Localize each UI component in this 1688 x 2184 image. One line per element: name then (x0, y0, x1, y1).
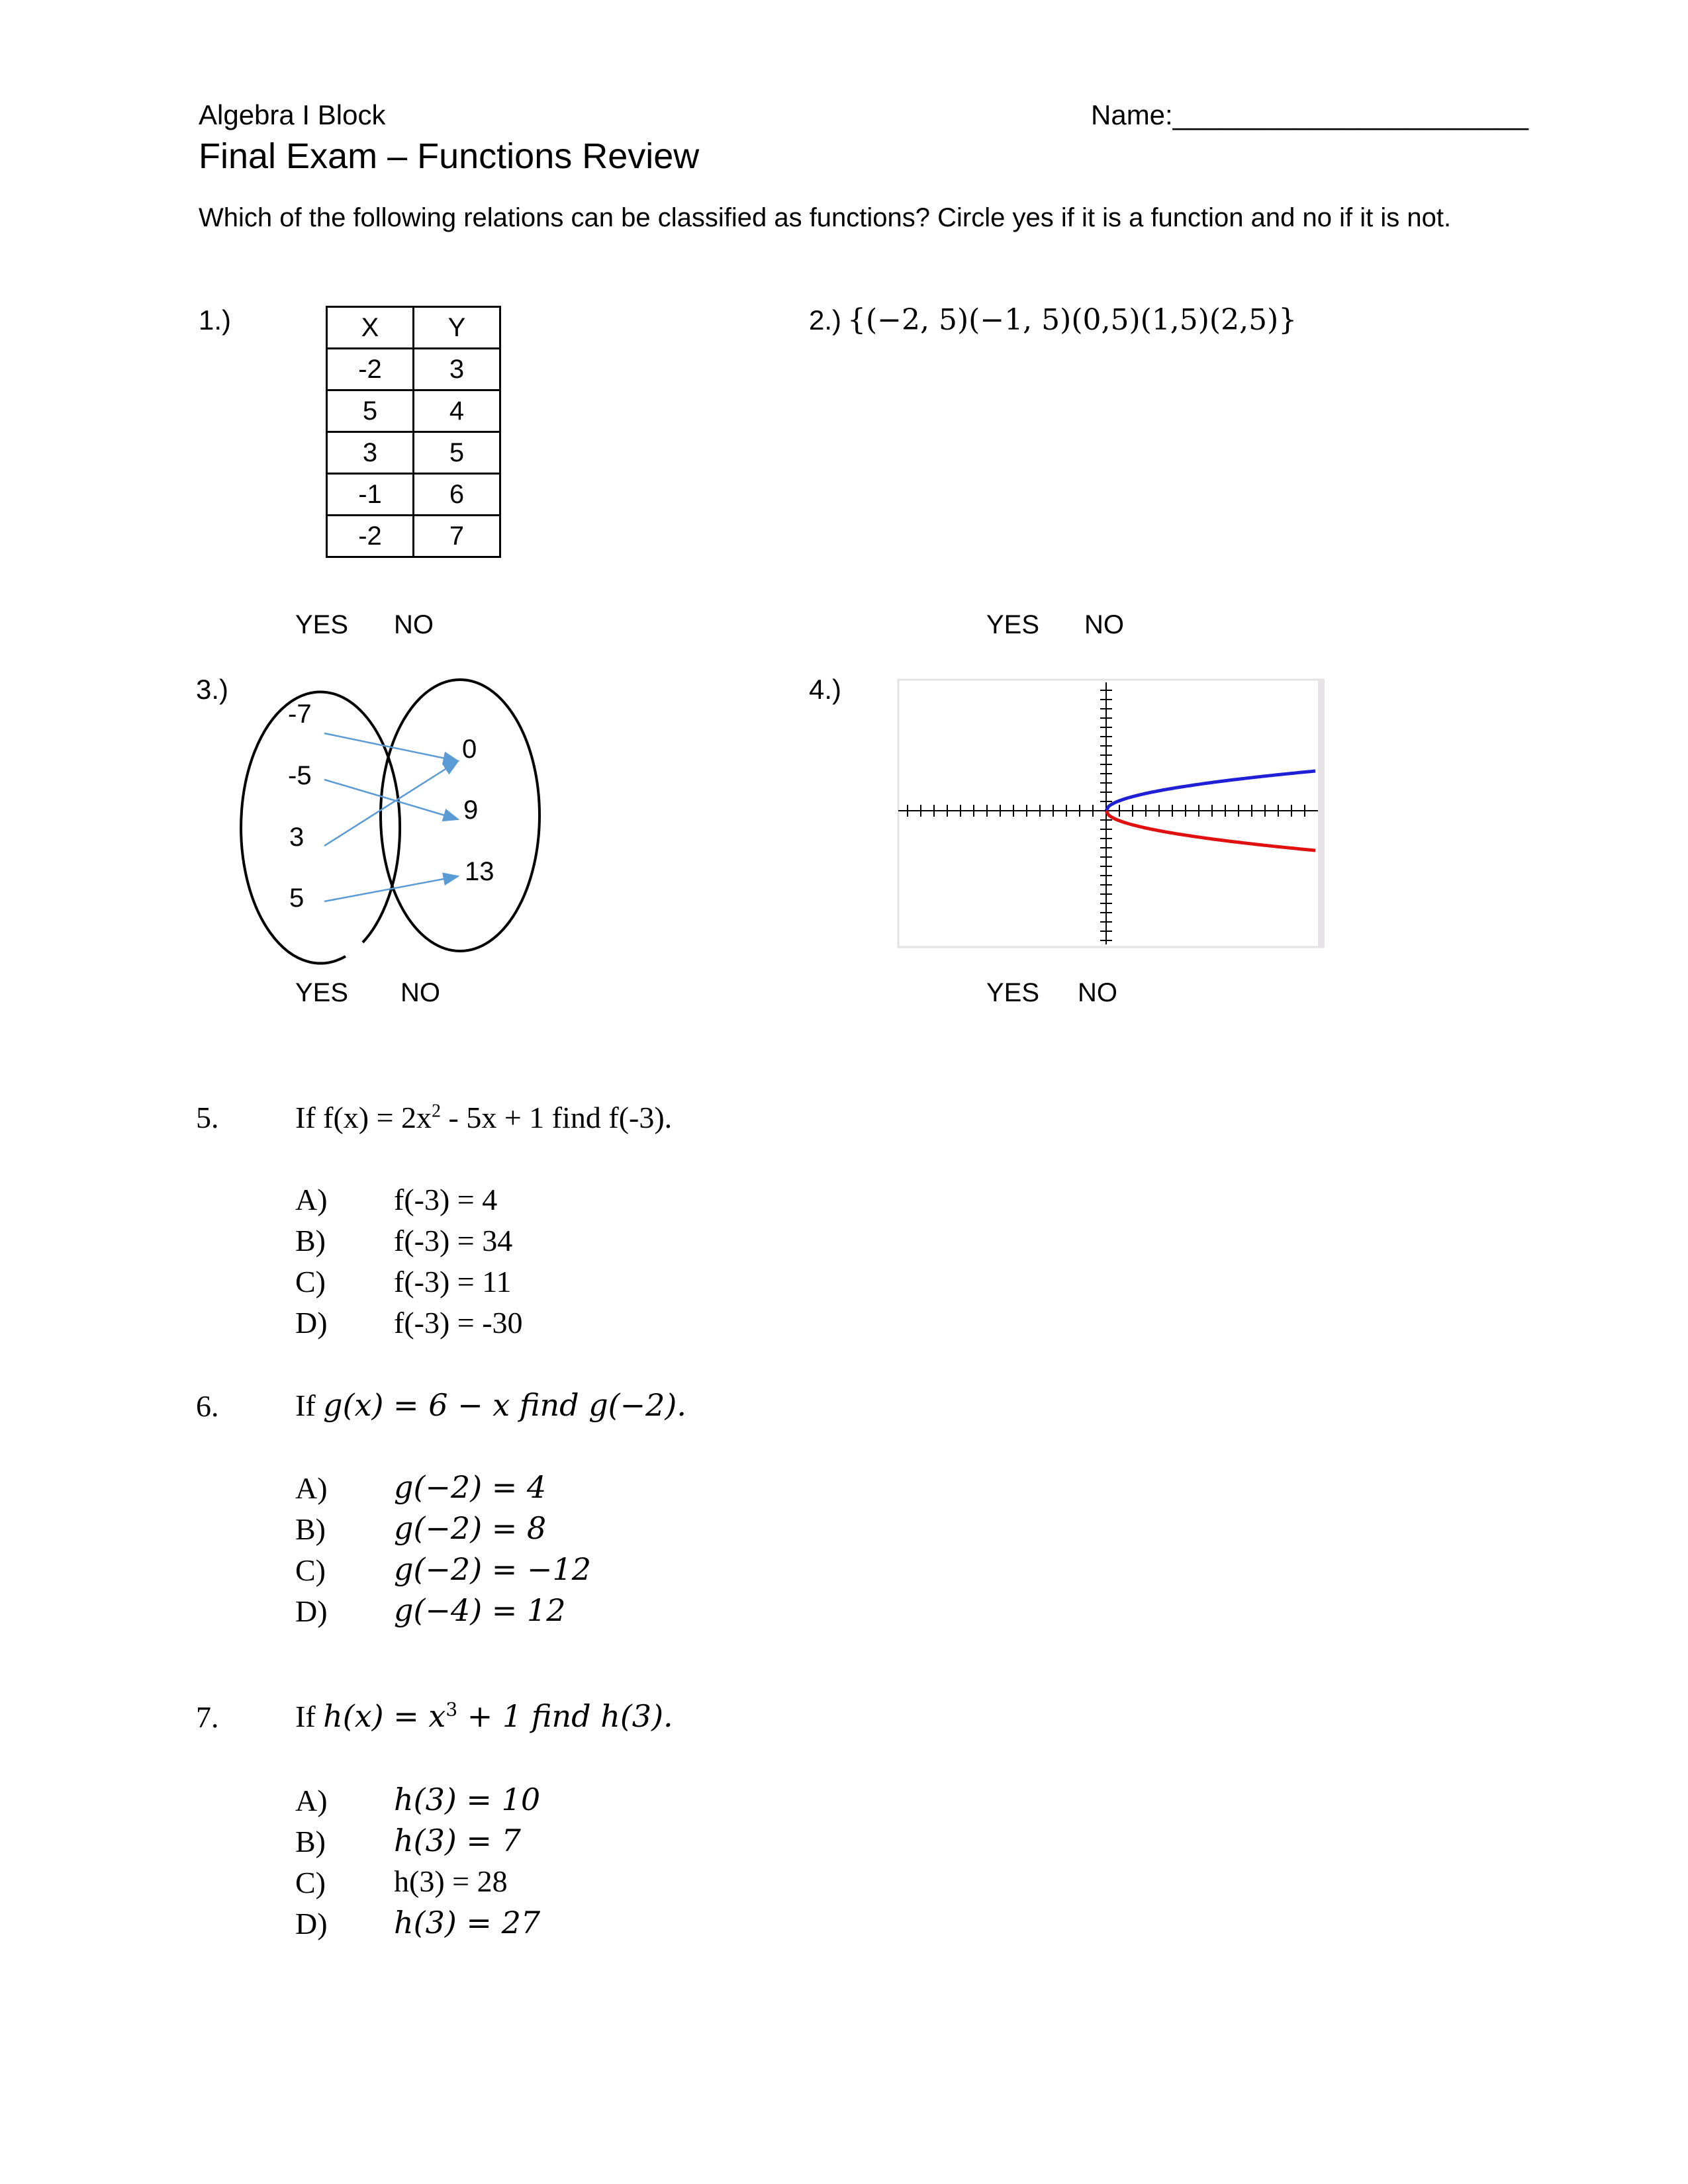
table-header-y: Y (414, 307, 500, 349)
q3-number: 3.) (196, 674, 229, 705)
q5-option-b-letter[interactable]: B) (295, 1224, 326, 1257)
domain-value: -5 (288, 761, 312, 790)
q7-prompt-math-a: h(x) = x (323, 1698, 446, 1734)
instructions: Which of the following relations can be classified as functions? Circle yes if it is a function and no if it is not. (199, 203, 1452, 232)
q6-option-c-letter[interactable]: C) (295, 1553, 326, 1587)
q7-prompt-math-b: + 1 find h(3). (457, 1698, 673, 1734)
q5-prompt-exponent: 2 (432, 1101, 442, 1122)
q1-no-option[interactable]: NO (394, 610, 434, 639)
table-cell: 4 (414, 390, 500, 432)
q4-yes-option[interactable]: YES (986, 978, 1040, 1007)
q4-number: 4.) (809, 674, 842, 705)
arrow-neg7-to-0 (324, 733, 458, 761)
domain-value: -7 (288, 700, 312, 729)
q1-xy-table (326, 306, 501, 558)
table-cell: 5 (327, 390, 414, 432)
table-row (327, 390, 500, 432)
q6-option-b-text[interactable]: g(−2) = 8 (394, 1510, 547, 1546)
q2-no-option[interactable]: NO (1084, 610, 1124, 639)
table-row (327, 349, 500, 390)
q6-option-c-text[interactable]: g(−2) = −12 (394, 1551, 592, 1587)
q5-number: 5. (196, 1101, 219, 1134)
q7-prompt (295, 1698, 673, 1734)
q6-prompt (295, 1387, 686, 1423)
q2-yes-option[interactable]: YES (986, 610, 1040, 639)
arrow-3-to-0 (324, 761, 458, 846)
q6-option-d-letter[interactable]: D) (295, 1594, 328, 1628)
q5-option-b-text[interactable]: f(-3) = 34 (394, 1224, 513, 1257)
q4-graph (897, 678, 1327, 950)
q3-yes-option[interactable]: YES (295, 978, 349, 1007)
arrow-neg5-to-9 (324, 780, 458, 819)
q6-prompt-math: g(x) = 6 − x find g(−2). (323, 1387, 686, 1423)
table-row (327, 474, 500, 516)
name-field-label: Name:_______________________ (1091, 99, 1528, 130)
q7-option-c-text[interactable]: h(3) = 28 (394, 1864, 508, 1898)
q5-option-d-letter[interactable]: D) (295, 1306, 328, 1340)
q7-prompt-exponent: 3 (445, 1698, 458, 1721)
q5-prompt-prefix: If f(x) = 2x (295, 1101, 432, 1134)
q3-no-option[interactable]: NO (400, 978, 440, 1007)
table-cell: 5 (414, 432, 500, 474)
domain-oval (241, 692, 400, 964)
q6-option-b-letter[interactable]: B) (295, 1512, 326, 1546)
q4-no-option[interactable]: NO (1078, 978, 1117, 1007)
q7-prompt-if: If (295, 1700, 324, 1733)
domain-value: 3 (289, 823, 305, 852)
q1-number: 1.) (199, 304, 232, 336)
q6-number: 6. (196, 1389, 219, 1423)
q6-option-d-text[interactable]: g(−4) = 12 (394, 1592, 566, 1628)
q5-option-d-text[interactable]: f(-3) = -30 (394, 1306, 523, 1340)
table-cell: -1 (327, 474, 414, 516)
q7-option-a-letter[interactable]: A) (295, 1784, 328, 1817)
q2-ordered-pairs: {(−2, 5)(−1, 5)(0,5)(1,5)(2,5)} (847, 303, 1297, 337)
course-label: Algebra I Block (199, 99, 386, 130)
q7-option-d-text[interactable]: h(3) = 27 (394, 1905, 541, 1940)
q1-yes-option[interactable]: YES (295, 610, 349, 639)
graph-frame (898, 680, 1323, 947)
q2-number: 2.) (809, 304, 842, 336)
q5-option-a-text[interactable]: f(-3) = 4 (394, 1183, 498, 1216)
q6-prompt-if: If (295, 1388, 324, 1422)
q7-option-b-text[interactable]: h(3) = 7 (394, 1823, 521, 1858)
domain-value: 5 (289, 884, 305, 913)
q7-option-c-letter[interactable]: C) (295, 1866, 326, 1899)
range-value: 9 (463, 796, 479, 825)
q5-option-a-letter[interactable]: A) (295, 1183, 328, 1216)
q5-prompt-suffix: - 5x + 1 find f(-3). (441, 1101, 673, 1134)
q7-option-b-letter[interactable]: B) (295, 1825, 326, 1858)
table-header-x: X (327, 307, 414, 349)
range-value: 0 (462, 735, 477, 764)
range-oval (381, 680, 539, 951)
table-cell: 6 (414, 474, 500, 516)
q5-option-c-text[interactable]: f(-3) = 11 (394, 1265, 512, 1298)
q3-mapping-diagram (199, 655, 569, 979)
table-cell: 3 (327, 432, 414, 474)
q7-option-a-text[interactable]: h(3) = 10 (394, 1782, 541, 1817)
q6-option-a-text[interactable]: g(−2) = 4 (394, 1469, 547, 1505)
table-cell: -2 (327, 349, 414, 390)
table-cell: 7 (414, 516, 500, 557)
q5-option-c-letter[interactable]: C) (295, 1265, 326, 1298)
table-cell: 3 (414, 349, 500, 390)
range-value: 13 (465, 857, 494, 886)
graph-right-border (1318, 680, 1325, 947)
q7-number: 7. (196, 1700, 219, 1734)
table-row (327, 516, 500, 557)
q5-prompt (295, 1100, 672, 1135)
table-header-row (327, 307, 500, 349)
q7-option-d-letter[interactable]: D) (295, 1907, 328, 1940)
q6-option-a-letter[interactable]: A) (295, 1471, 328, 1505)
page-title: Final Exam – Functions Review (199, 136, 700, 176)
table-cell: -2 (327, 516, 414, 557)
table-row (327, 432, 500, 474)
